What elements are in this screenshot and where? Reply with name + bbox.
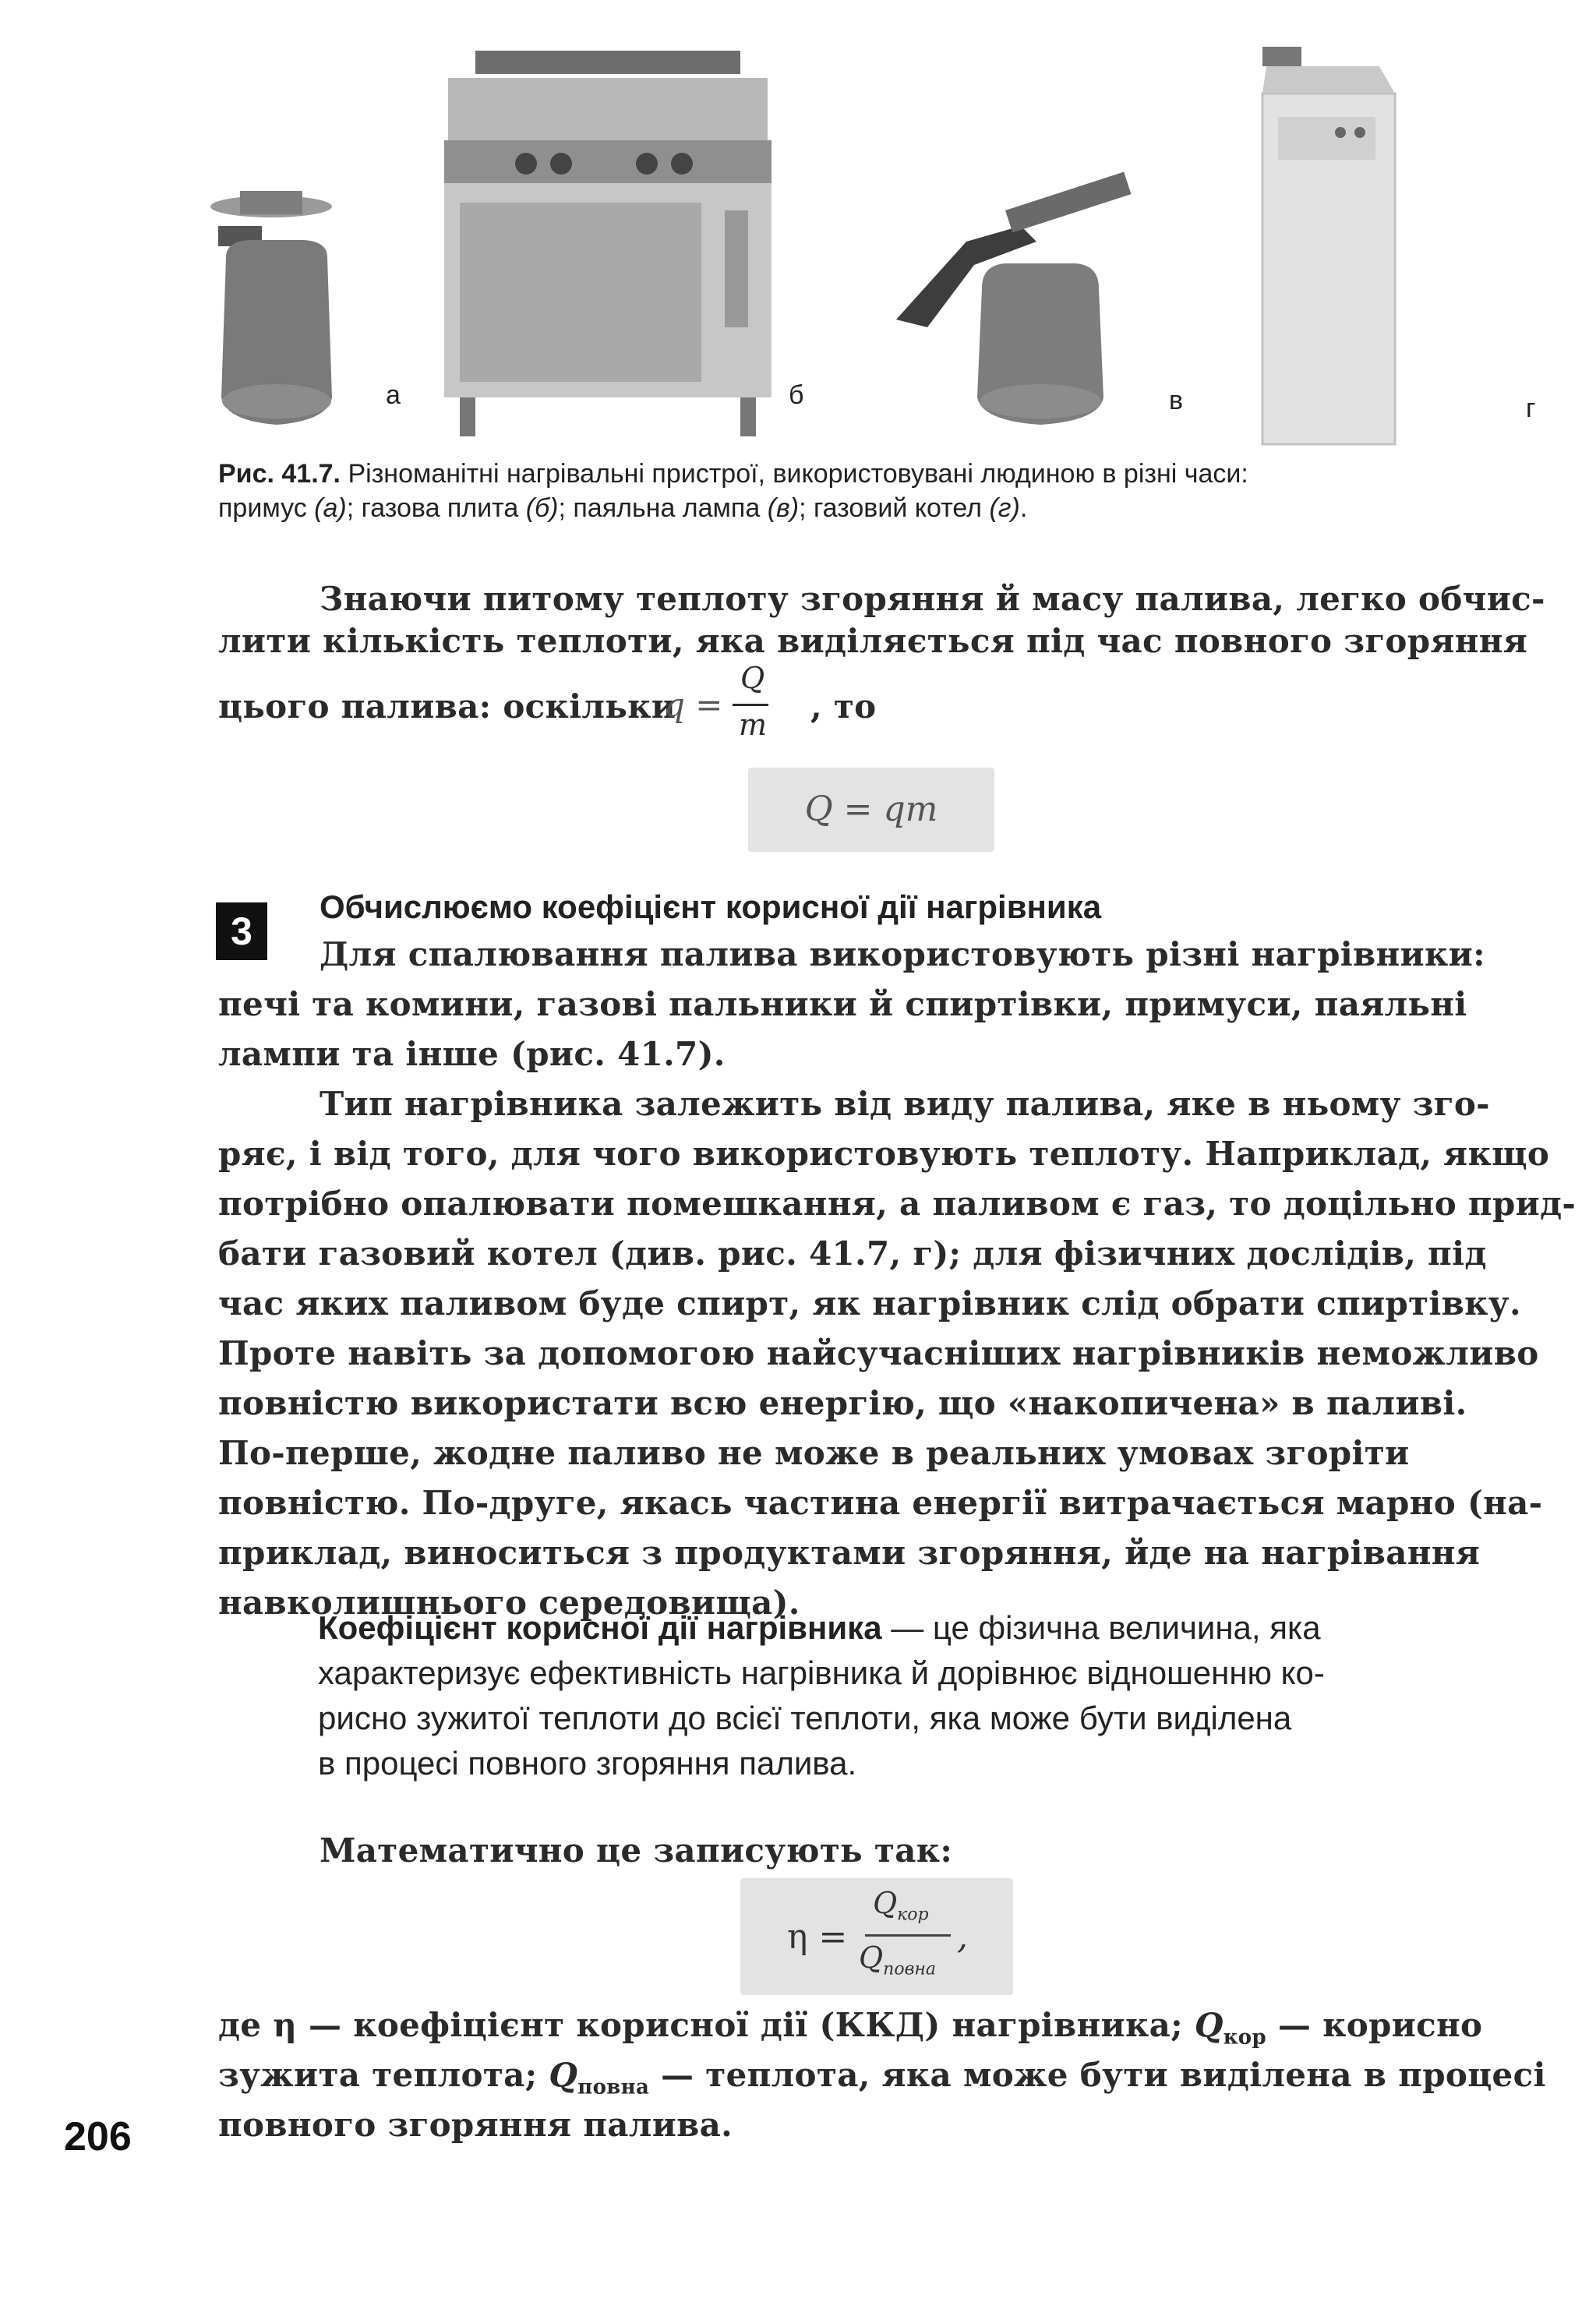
where-line1: де η — коефіцієнт корисної дії (ККД) нагрівника; $Q_{кор}$ — корисно: [218, 2006, 1483, 2050]
intro-line2: лити кількість теплоти, яка виділяється під час повного згоряння: [218, 622, 1528, 660]
formula-comma: ,: [957, 1917, 968, 1957]
intro-line3-post: , то: [810, 687, 877, 726]
p2-line2: ряє, і від того, для чого використовують теплоту. Наприклад, якщо: [218, 1135, 1550, 1173]
p2-line3: потрібно опалювати помешкання, а паливом є газ, то доцільно прид-: [218, 1185, 1577, 1223]
fraction-denominator: m: [739, 708, 768, 742]
figure-caption: [218, 457, 1543, 525]
definition-block: [318, 1605, 1534, 1786]
definition-term: Коефіцієнт корисної дії нагрівника: [318, 1609, 882, 1646]
p2-line1: Тип нагрівника залежить від виду палива, яке в ньому зго-: [320, 1085, 1490, 1123]
p2-line8: По-перше, жодне паливо не може в реальних умовах згоріти: [218, 1434, 1410, 1472]
definition-line3: рисно зужитої теплоти до всієї теплоти, яка може бути виділена: [318, 1700, 1292, 1736]
p2-line4: бати газовий котел (див. рис. 41.7, г); для фізичних дослідів, під: [218, 1234, 1487, 1273]
gas-range-image: [444, 51, 772, 436]
figure-letter-a: а: [386, 380, 401, 410]
page-number: 206: [64, 2114, 132, 2159]
p2-line5: час яких паливом буде спирт, як нагрівник слід обрати спиртівку.: [218, 1284, 1521, 1322]
definition-line4: в процесі повного згоряння палива.: [318, 1745, 857, 1781]
figure-letter-d: г: [1526, 394, 1536, 423]
fraction-bar: [733, 704, 768, 706]
primus-stove-image: [210, 191, 332, 425]
caption-line1: Різноманітні нагрівальні пристрої, використовувані людиною в різні часи:: [348, 459, 1248, 489]
p2-line6: Проте навіть за допомогою найсучасніших нагрівників неможливо: [218, 1334, 1539, 1372]
p2-line11: навколишнього середовища).: [218, 1584, 800, 1622]
where-line3: повного згоряння палива.: [218, 2106, 733, 2144]
formula-q-qm: Q = qm: [804, 789, 938, 829]
p2-line7: повністю використати всю енергію, що «накопичена» в паливі.: [218, 1384, 1467, 1422]
p1-line1: Для спалювання палива використовують різні нагрівники:: [320, 935, 1485, 973]
formula-denominator: $Q_{повна}$: [859, 1940, 936, 1979]
where-line2: зужита теплота; $Q_{повна}$ — теплота, яка може бути виділена в процесі: [218, 2056, 1546, 2099]
caption-line2: примус (а); газова плита (б); паяльна лампа (в); газовий котел (г).: [218, 493, 1028, 523]
gas-boiler-image: [1262, 47, 1395, 444]
p1-line3: лампи та інше (рис. 41.7).: [218, 1035, 726, 1073]
soldering-torch-image: [896, 172, 1131, 425]
inline-fraction: [664, 661, 796, 761]
figure-letter-b: б: [789, 380, 804, 410]
heating-devices-figure: [179, 31, 1551, 452]
p2-line9: повністю. По-друге, якась частина енергії витрачається марно (на-: [218, 1484, 1543, 1522]
intro-line1: Знаючи питому теплоту згоряння й масу палива, легко обчис-: [320, 580, 1545, 618]
definition-line2: характеризує ефективність нагрівника й дорівнює відношенню ко-: [318, 1654, 1325, 1691]
efficiency-formula-box: [740, 1878, 1013, 1995]
definition-line1-rest: — це фізична величина, яка: [881, 1609, 1321, 1646]
eta-symbol: η =: [787, 1917, 848, 1957]
formula-numerator: $Q_{кор}$: [873, 1886, 929, 1925]
formula-q-qm-box: [748, 768, 994, 852]
p2-line10: приклад, виноситься з продуктами згоряння, йде на нагрівання: [218, 1534, 1481, 1572]
math-intro: Математично це записують так:: [320, 1831, 953, 1870]
caption-label: Рис. 41.7.: [218, 459, 341, 489]
section-title: Обчислюємо коефіцієнт корисної дії нагрівника: [320, 888, 1102, 925]
intro-line3-pre: цього палива: оскільки: [218, 687, 676, 726]
fraction-q: q =: [664, 686, 723, 724]
fraction-numerator: Q: [740, 661, 765, 695]
p1-line2: печі та комини, газові пальники й спиртівки, примуси, паяльні: [218, 985, 1467, 1023]
figure-letter-c: в: [1169, 386, 1184, 415]
formula-fraction-bar: [865, 1934, 951, 1937]
section-number-badge: 3: [216, 902, 267, 960]
